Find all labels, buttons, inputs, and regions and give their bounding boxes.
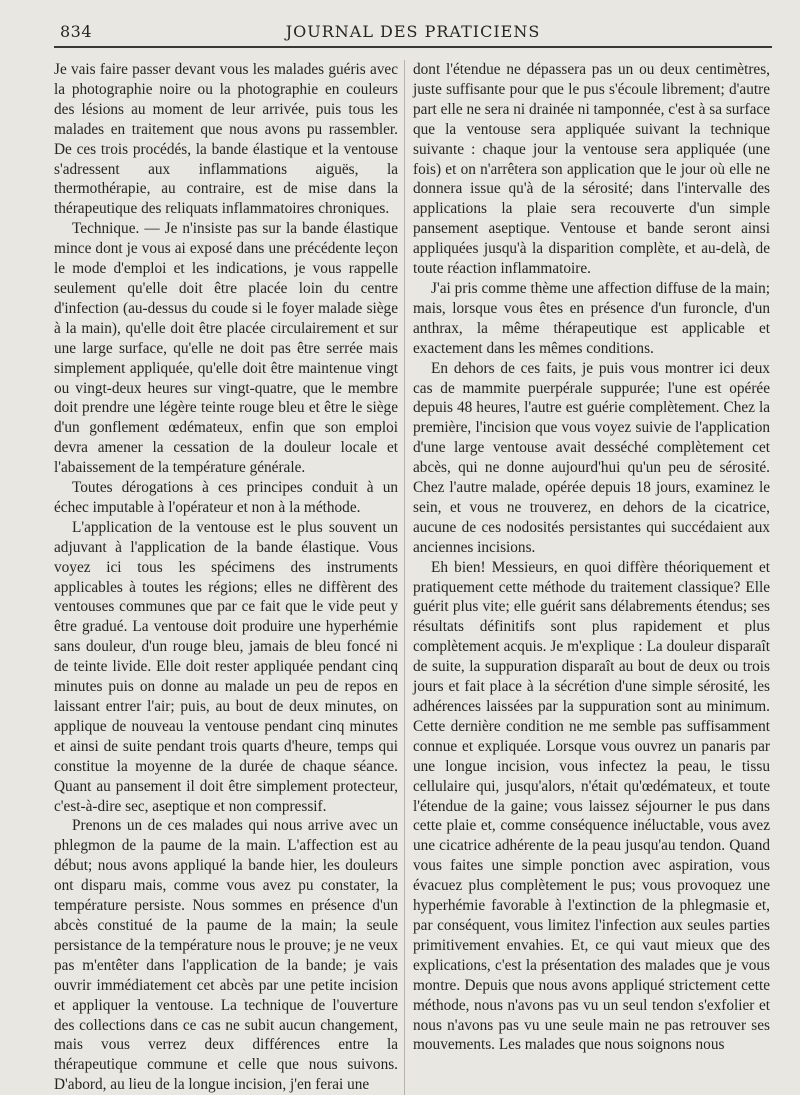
running-header <box>54 18 772 44</box>
paragraph: En dehors de ces faits, je puis vous montrer ici deux cas de mammite puerpérale suppurée; l'une est opérée depuis 48 heures, l'autre est guérie complètement. Chez la première, l'incision que vous voyez suivie de l'application d'une large ventouse avait desséché complètement cet abcès, qui ne donne aujourd'hui qu'un peu de sérosité. Chez l'autre malade, opérée depuis 18 jours, examinez le sein, et vous ne trouverez, en dehors de la cicatrice, aucune de ces nodosités persistantes qui succédaient aux anciennes incisions. <box>413 359 770 556</box>
paragraph: J'ai pris comme thème une affection diffuse de la main; mais, lorsque vous êtes en présence d'un furoncle, d'un anthrax, la même thérapeutique est applicable et exactement dans les mêmes conditions. <box>413 279 770 357</box>
right-column <box>404 60 770 1095</box>
left-column <box>54 60 404 1095</box>
paragraph: Technique. — Je n'insiste pas sur la bande élastique mince dont je vous ai exposé dans une précédente leçon le mode d'emploi et les indications, je vous rappelle seulement qu'elle doit être placée loin du centre d'infection (au-dessus du coude si le foyer malade siège à la main), qu'elle doit être placée circulairement et sur une large surface, qu'elle ne doit pas être serrée mais simplement appliquée, qu'elle doit être maintenue vingt ou vingt-deux heures sur vingt-quatre, que le membre doit prendre une légère teinte rouge bleu et être le siège d'un gonflement œdémateux, enfin que son emploi devra amener la cessation de la douleur locale et l'abaissement de la température générale. <box>54 220 398 477</box>
paragraph: Je vais faire passer devant vous les malades guéris avec la photographie noire ou la photographie en couleurs des lésions au moment de leur arrivée, puis tous les malades en traitement que nous avons pu rassembler. De ces trois procédés, la bande élastique et la ventouse s'adressent aux inflammations aiguës, la thermothérapie, au contraire, est de mise dans la thérapeutique des reliquats inflammatoires chroniques. <box>54 61 398 218</box>
paragraph: dont l'étendue ne dépassera pas un ou deux centimètres, juste suffisante pour que le pus s'écoule librement; d'autre part elle ne sera ni drainée ni tamponnée, c'est à sa surface que la ventouse sera appliquée suivant la technique suivante : chaque jour la ventouse sera appliquée (une fois) et on n'arrêtera son application que le jour où elle ne donnera issue qu'à de la sérosité; dans l'intervalle des applications la plaie sera recouverte d'un simple pansement aseptique. Ventouse et bande seront ainsi appliquées jusqu'à la disparition complète, et au-delà, de toute réaction inflammatoire. <box>413 61 770 278</box>
paragraph: Toutes dérogations à ces principes conduit à un échec imputable à l'opérateur et non à la méthode. <box>54 479 398 516</box>
page-number: 834 <box>60 22 93 41</box>
paragraph: Eh bien! Messieurs, en quoi diffère théoriquement et pratiquement cette méthode du traitement classique? Elle guérit plus vite; elle guérit sans délabrements étendus; ses résultats définitifs sont plus rapidement et plus complètement acquis. Je m'explique : La douleur disparaît de suite, la suppuration disparaît au bout de deux ou trois jours et fait place à la sécrétion d'une simple sérosité, les adhérences laissées par la suppuration sont au minimum. Cette dernière condition ne me semble pas suffisamment connue et expliquée. Lorsque vous ouvrez un panaris par une longue incision, vous infectez la peau, le tissu cellulaire qui, jusqu'alors, n'était qu'œdémateux, et toute l'étendue de la gaine; vous laissez séjourner le pus dans cette plaie et, comme conséquence inéluctable, vous avez une cicatrice adhérente de la peau jusqu'au tendon. Quand vous faites une simple ponction avec aspiration, vous évacuez plus complètement le pus; vous provoquez une hyperhémie favorable à l'extinction de la phlegmasie et, par conséquent, vous limitez l'infection aux seules parties primitivement envahies. Et, ce qui vaut mieux que des explications, c'est la présentation des malades que je vous montre. Depuis que nous avons appliqué strictement cette méthode, nous n'avons pas vu un seul tendon s'exfolier et nous n'avons pas vu une seule main ne pas retrouver ses mouvements. Les malades que nous soignons nous <box>413 558 770 1054</box>
paragraph: Prenons un de ces malades qui nous arrive avec un phlegmon de la paume de la main. L'affection est au début; nous avons appliqué la bande hier, les douleurs ont disparu mais, comme vous avez pu constater, la température persiste. Nous sommes en présence d'un abcès constitué de la paume de la main; la seule persistance de la température nous le prouve; je ne veux pas m'entêter dans l'application de la bande; je vais ouvrir immédiatement cet abcès par une petite incision et appliquer la ventouse. La technique de l'ouverture des collections dans ce cas ne subit aucun changement, mais vous verrez deux différences entre la thérapeutique commune et celle que nous suivons. D'abord, au lieu de la longue incision, j'en ferai une <box>54 817 398 1094</box>
text-columns <box>54 60 772 1095</box>
paragraph: L'application de la ventouse est le plus souvent un adjuvant à l'application de la bande élastique. Vous voyez ici tous les spécimens des instruments applicables à toutes les régions; elles ne diffèrent des ventouses communes que par ce fait que le vide peut y être gradué. La ventouse doit produire une hyperhémie sans douleur, d'un rouge bleu, jamais de bleu foncé ni de teinte livide. Elle doit rester appliquée pendant cinq minutes puis on donne au malade un peu de repos en laissant entrer l'air; puis, au bout de deux minutes, on applique de nouveau la ventouse pendant cinq minutes et ainsi de suite pendant trois quarts d'heure, temps qui constitue la moyenne de la durée de chaque séance. Quant au pansement il doit être simplement protecteur, c'est-à-dire sec, aseptique et non compressif. <box>54 518 398 815</box>
journal-title: JOURNAL DES PRATICIENS <box>285 22 541 41</box>
header-rule <box>54 46 772 48</box>
